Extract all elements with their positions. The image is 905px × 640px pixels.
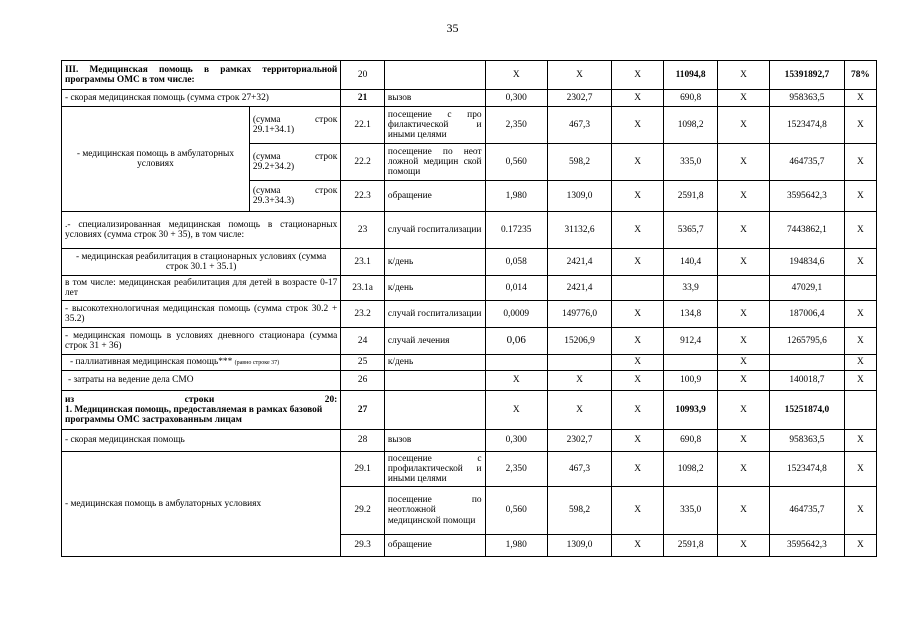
value-cell: 187006,4	[770, 301, 845, 328]
value-cell: X	[612, 212, 664, 249]
table-row	[62, 249, 877, 276]
value-cell: X	[844, 301, 876, 328]
value-cell: X	[612, 249, 664, 276]
value-cell: 78%	[844, 61, 876, 90]
value-cell: 140,4	[664, 249, 718, 276]
value-cell: 1098,2	[664, 107, 718, 144]
value-cell: X	[718, 355, 770, 371]
value-cell: X	[612, 371, 664, 391]
value-cell: 335,0	[664, 144, 718, 181]
row-number: 26	[341, 371, 385, 391]
value-cell: X	[718, 452, 770, 487]
value-cell: 1,980	[485, 181, 547, 212]
value-cell: X	[612, 61, 664, 90]
value-cell: 2591,8	[664, 181, 718, 212]
value-cell: X	[547, 391, 611, 430]
row-label: - медицинская реабилитация в стационарных условиях (сумма строк 30.1 + 35.1)	[62, 249, 341, 276]
table-row	[62, 276, 877, 301]
value-cell: X	[718, 328, 770, 355]
table-row	[62, 107, 877, 144]
value-cell: 0,0009	[485, 301, 547, 328]
row-number: 29.2	[341, 487, 385, 535]
row-sublabel: (сумма строк 29.2+34.2)	[249, 144, 340, 181]
value-cell: 5365,7	[664, 212, 718, 249]
value-cell: X	[612, 328, 664, 355]
value-cell: 2302,7	[547, 90, 611, 107]
value-cell: 335,0	[664, 487, 718, 535]
unit-cell: к/день	[384, 355, 485, 371]
value-cell: X	[612, 535, 664, 557]
value-cell: X	[844, 355, 876, 371]
value-cell: 2,350	[485, 107, 547, 144]
row-label: .- специализированная медицинская помощь в стационарных условиях (сумма строк 30 + 35), в том числе:	[62, 212, 341, 249]
row-label: в том числе: медицинская реабилитация для детей в возрасте 0-17 лет	[62, 276, 341, 301]
unit-cell: к/день	[384, 276, 485, 301]
value-cell: 3595642,3	[770, 535, 845, 557]
row-label	[62, 391, 341, 430]
unit-cell: посещение по неотложной медицинской помощи	[384, 487, 485, 535]
value-cell: 958363,5	[770, 430, 845, 452]
table-row	[62, 452, 877, 487]
value-cell: X	[718, 249, 770, 276]
value-cell: X	[718, 371, 770, 391]
value-cell	[718, 276, 770, 301]
value-cell: X	[844, 452, 876, 487]
unit-cell: обращение	[384, 181, 485, 212]
table-row	[62, 355, 877, 371]
value-cell	[664, 355, 718, 371]
row-note: (равно строке 37)	[234, 360, 280, 367]
row-number: 23	[341, 212, 385, 249]
table-row	[62, 301, 877, 328]
value-cell: X	[718, 301, 770, 328]
value-cell: 15391892,7	[770, 61, 845, 90]
value-cell: X	[844, 212, 876, 249]
value-cell: 11094,8	[664, 61, 718, 90]
value-cell: 598,2	[547, 144, 611, 181]
value-cell: 33,9	[664, 276, 718, 301]
value-cell: 1,980	[485, 535, 547, 557]
value-cell: X	[844, 371, 876, 391]
unit-cell: к/день	[384, 249, 485, 276]
value-cell: X	[718, 144, 770, 181]
row-label: - медицинская помощь в амбулаторных условиях	[62, 452, 341, 557]
value-cell: 467,3	[547, 107, 611, 144]
unit-cell	[384, 61, 485, 90]
value-cell: 690,8	[664, 430, 718, 452]
row-label: - скорая медицинская помощь (сумма строк 27+32)	[62, 90, 341, 107]
value-cell: 2421,4	[547, 249, 611, 276]
row-number: 22.1	[341, 107, 385, 144]
value-cell: X	[612, 391, 664, 430]
value-cell	[844, 276, 876, 301]
value-cell: 140018,7	[770, 371, 845, 391]
table-row	[62, 391, 877, 430]
value-cell: X	[547, 371, 611, 391]
value-cell: X	[718, 61, 770, 90]
value-cell: 31132,6	[547, 212, 611, 249]
row-number: 22.3	[341, 181, 385, 212]
value-cell: X	[718, 90, 770, 107]
unit-cell: обращение	[384, 535, 485, 557]
value-cell: 0,058	[485, 249, 547, 276]
value-cell: 0.17235	[485, 212, 547, 249]
value-cell: 2591,8	[664, 535, 718, 557]
value-cell: 149776,0	[547, 301, 611, 328]
value-cell	[770, 355, 845, 371]
row-number: 28	[341, 430, 385, 452]
value-cell: 1265795,6	[770, 328, 845, 355]
value-cell: 464735,7	[770, 487, 845, 535]
table-row	[62, 61, 877, 90]
value-cell: X	[612, 181, 664, 212]
value-cell: 958363,5	[770, 90, 845, 107]
value-cell: X	[612, 452, 664, 487]
value-cell: X	[718, 430, 770, 452]
value-cell: 100,9	[664, 371, 718, 391]
value-cell: X	[844, 144, 876, 181]
value-cell: 47029,1	[770, 276, 845, 301]
table-row	[62, 212, 877, 249]
value-cell: X	[718, 212, 770, 249]
value-cell: X	[612, 301, 664, 328]
value-cell: 1098,2	[664, 452, 718, 487]
value-cell: 1309,0	[547, 535, 611, 557]
value-cell: 0,300	[485, 90, 547, 107]
value-cell: 7443862,1	[770, 212, 845, 249]
row-number: 24	[341, 328, 385, 355]
row-number: 20	[341, 61, 385, 90]
row-label	[62, 355, 341, 371]
value-cell: X	[844, 107, 876, 144]
row-label-line: 1. Медицинская помощь, предоставляемая в рамках базовой программы ОМС застрахованным лицам	[65, 404, 323, 426]
value-cell: 0,560	[485, 487, 547, 535]
row-label: III. Медицинская помощь в рамках территориальной программы ОМС в том числе:	[62, 61, 341, 90]
table-row	[62, 430, 877, 452]
value-cell: X	[547, 61, 611, 90]
value-cell: X	[612, 90, 664, 107]
unit-cell: вызов	[384, 430, 485, 452]
value-cell: X	[612, 144, 664, 181]
row-sublabel: (сумма строк 29.3+34.3)	[249, 181, 340, 212]
value-cell: 15251874,0	[770, 391, 845, 430]
value-cell: 2421,4	[547, 276, 611, 301]
row-label: - скорая медицинская помощь	[62, 430, 341, 452]
row-sublabel: (сумма строк 29.1+34.1)	[249, 107, 340, 144]
value-cell: X	[612, 355, 664, 371]
value-cell	[612, 276, 664, 301]
value-cell: 690,8	[664, 90, 718, 107]
value-cell: 912,4	[664, 328, 718, 355]
value-cell: X	[718, 107, 770, 144]
row-label: - затраты на ведение дела СМО	[62, 371, 341, 391]
value-cell	[485, 355, 547, 371]
row-number: 25	[341, 355, 385, 371]
value-cell: X	[718, 181, 770, 212]
unit-cell	[384, 391, 485, 430]
unit-cell	[384, 371, 485, 391]
value-cell: X	[844, 487, 876, 535]
row-label-line: из строки 20:	[65, 394, 338, 405]
unit-cell: случай лечения	[384, 328, 485, 355]
unit-cell: посещение с про филактической и иными целями	[384, 107, 485, 144]
value-cell: 0,06	[485, 328, 547, 355]
unit-cell: посещение с профилактической и иными целями	[384, 452, 485, 487]
unit-cell: случай госпитализации	[384, 301, 485, 328]
row-label-text: - паллиативная медицинская помощь***	[70, 357, 233, 368]
value-cell: X	[485, 391, 547, 430]
row-label: - высокотехнологичная медицинская помощь (сумма строк 30.2 + 35.2)	[62, 301, 341, 328]
row-number: 27	[341, 391, 385, 430]
value-cell: 1523474,8	[770, 107, 845, 144]
value-cell: X	[612, 430, 664, 452]
table-row	[62, 90, 877, 107]
value-cell: 467,3	[547, 452, 611, 487]
value-cell: 598,2	[547, 487, 611, 535]
value-cell: X	[612, 107, 664, 144]
value-cell: 15206,9	[547, 328, 611, 355]
value-cell: 2302,7	[547, 430, 611, 452]
value-cell: X	[485, 371, 547, 391]
row-number: 29.3	[341, 535, 385, 557]
value-cell: 1523474,8	[770, 452, 845, 487]
row-number: 29.1	[341, 452, 385, 487]
value-cell: X	[718, 487, 770, 535]
unit-cell: случай госпитализации	[384, 212, 485, 249]
page-number: 35	[446, 21, 459, 35]
value-cell	[844, 391, 876, 430]
table-row	[62, 371, 877, 391]
value-cell: X	[718, 535, 770, 557]
value-cell: X	[612, 487, 664, 535]
value-cell: X	[718, 391, 770, 430]
value-cell: 194834,6	[770, 249, 845, 276]
row-label: - медицинская помощь в условиях дневного стационара (сумма строк 31 + 36)	[62, 328, 341, 355]
value-cell: 0,300	[485, 430, 547, 452]
value-cell: 134,8	[664, 301, 718, 328]
value-cell: X	[844, 430, 876, 452]
value-cell: X	[844, 328, 876, 355]
row-number: 21	[341, 90, 385, 107]
unit-cell: посещение по неот ложной медицин ской помощи	[384, 144, 485, 181]
row-label: - медицинская помощь в амбулаторных условиях	[62, 107, 250, 212]
value-cell: X	[844, 90, 876, 107]
row-number: 22.2	[341, 144, 385, 181]
value-cell: 1309,0	[547, 181, 611, 212]
row-number: 23.2	[341, 301, 385, 328]
value-cell: X	[844, 181, 876, 212]
value-cell: 0,560	[485, 144, 547, 181]
funding-table	[61, 60, 877, 557]
value-cell	[547, 355, 611, 371]
value-cell: X	[844, 249, 876, 276]
value-cell: 3595642,3	[770, 181, 845, 212]
value-cell: X	[844, 535, 876, 557]
value-cell: 10993,9	[664, 391, 718, 430]
value-cell: 464735,7	[770, 144, 845, 181]
value-cell: 2,350	[485, 452, 547, 487]
unit-cell: вызов	[384, 90, 485, 107]
row-number: 23.1	[341, 249, 385, 276]
value-cell: X	[485, 61, 547, 90]
row-number: 23.1а	[341, 276, 385, 301]
value-cell: 0,014	[485, 276, 547, 301]
table-row	[62, 328, 877, 355]
